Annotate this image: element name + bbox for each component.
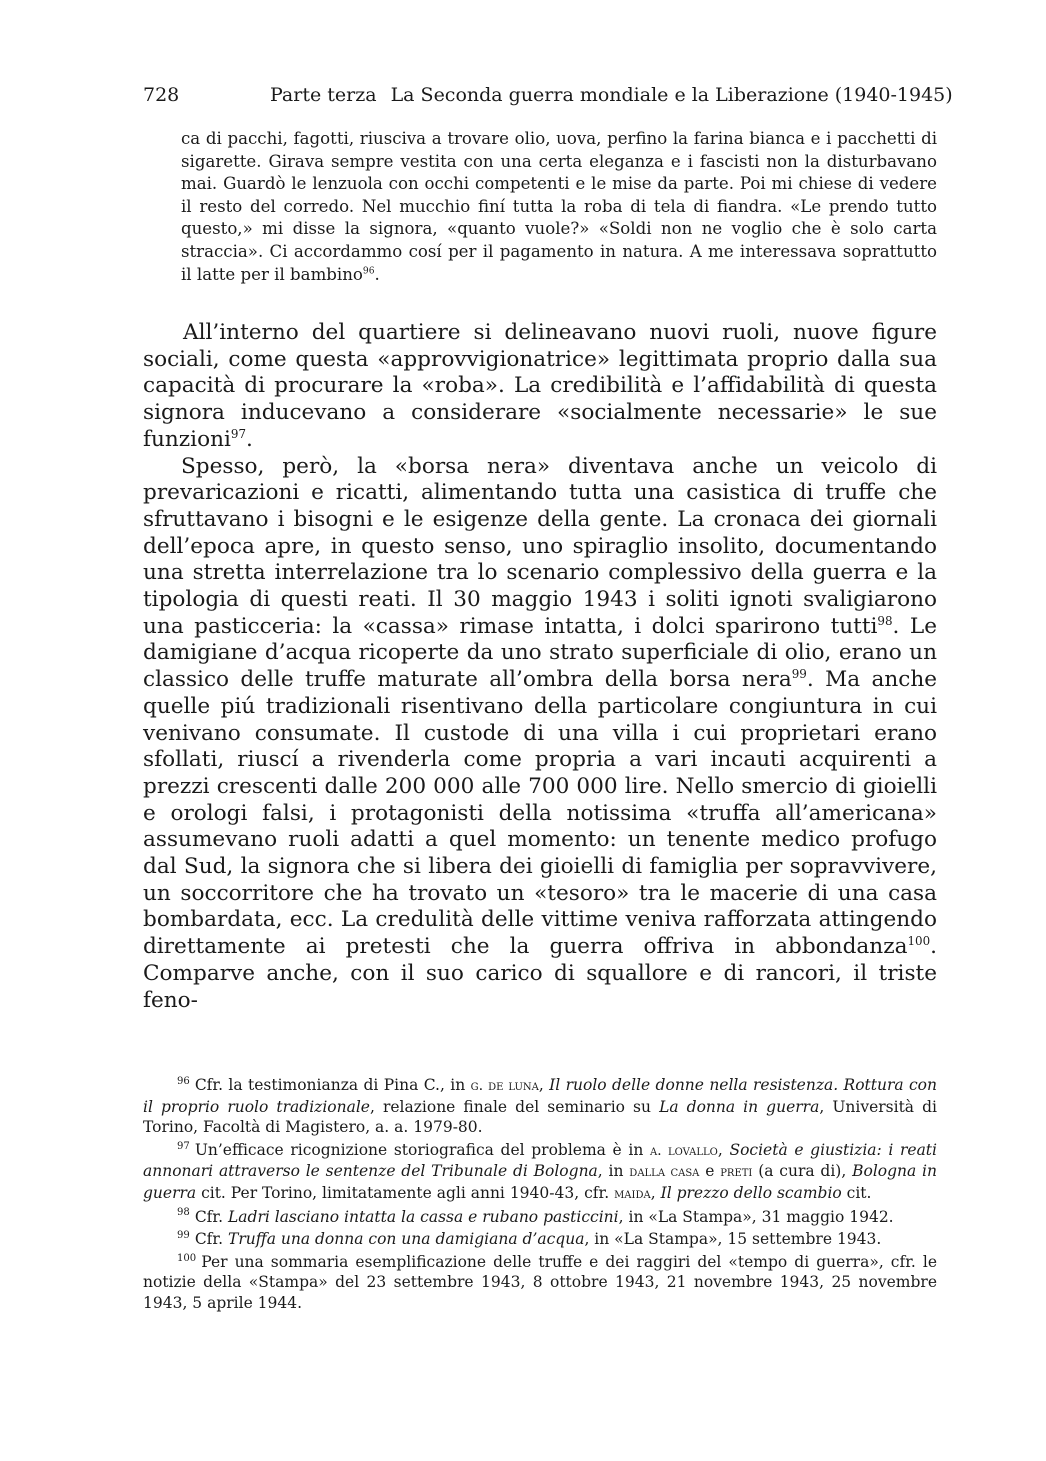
footnote-97 <box>143 1140 937 1205</box>
paragraph-2-text-d: . Comparve anche, con il suo carico di squallore e di rancori, il triste feno- <box>143 934 937 1013</box>
paragraph-1-text: All’interno del quartiere si delineavano nuovi ruoli, nuove figure sociali, come questa «approvvigionatrice» legittimata proprio dalla sua capacità di procurare la «roba». La credibilità e l’affidabilità di questa signora inducevano a considerare «socialmente necessarie» le sue funzioni <box>143 320 937 452</box>
footnote-ref-99: 99 <box>791 666 807 681</box>
footnote-number: 99 <box>177 1230 190 1241</box>
author-name: preti <box>720 1164 753 1181</box>
paragraph-1 <box>143 320 937 454</box>
footnote-text: , Università di Torino, Facoltà di Magistero, a. a. 1979-80. <box>143 1097 937 1137</box>
footnote-number: 96 <box>177 1075 190 1087</box>
footnote-99 <box>143 1229 937 1250</box>
header-title-line <box>270 82 953 108</box>
footnote-number: 100 <box>177 1252 197 1264</box>
footnote-96 <box>143 1075 937 1138</box>
footnote-number: 97 <box>177 1140 190 1152</box>
quote-end: . <box>374 264 380 284</box>
footnote-text: , in «La Stampa», 31 maggio 1942. <box>618 1207 894 1226</box>
footnote-ref-98: 98 <box>877 613 893 628</box>
footnote-text: , in <box>597 1162 630 1181</box>
footnote-text: Per una sommaria esemplificazione delle truffe e dei raggiri del «tempo di guerra», cfr. le notizie della «Stampa» del 23 settembre 1943, 8 ottobre 1943, 21 novembre 1943, 25 novembre 1943, 5 aprile 1944. <box>143 1252 937 1312</box>
part-label: Parte terza <box>270 84 377 106</box>
quote-paragraph <box>181 128 937 286</box>
paragraph-1-end: . <box>246 426 253 452</box>
footnote-text: Cfr. <box>194 1230 228 1249</box>
work-title: Il ruolo delle donne nella resistenza. Rottura con il proprio ruolo tradizionale <box>143 1076 938 1116</box>
footnote-text: Cfr. <box>194 1207 228 1226</box>
author-name: a. lovallo <box>649 1142 718 1159</box>
footnote-98 <box>143 1207 937 1228</box>
work-title: La donna in guerra <box>659 1097 820 1116</box>
main-text <box>143 320 937 1014</box>
work-title: Truffa una donna con una damigiana d’acqua <box>227 1230 585 1249</box>
chapter-title: La Seconda guerra mondiale e la Liberazione (1940-1945) <box>390 84 953 106</box>
paragraph-2-text-a: Spesso, però, la «borsa nera» diventava anche un veicolo di prevaricazioni e ricatti, alimentando tutta una casistica di truffe che sfruttavano i bisogni e le esigenze della gente. La cronaca dei giornali dell’epoca apre, in questo senso, uno spiraglio insolito, documentando una stretta interrelazione tra lo scenario complessivo della guerra e la tipologia di questi reati. Il 30 maggio 1943 i soliti ignoti svaligiarono una pasticceria: la «cassa» rimase intatta, i dolci sparirono tutti <box>143 453 937 639</box>
footnotes <box>143 1075 937 1316</box>
paragraph-2 <box>143 454 937 1015</box>
author-name: maida <box>614 1185 651 1202</box>
page-number: 728 <box>143 84 180 106</box>
footnote-text: cit. Per Torino, limitatamente agli anni 1940-43, cfr. <box>196 1183 615 1202</box>
footnote-text: , relazione finale del seminario su <box>369 1097 660 1116</box>
footnote-ref-97: 97 <box>230 426 247 441</box>
footnote-text: (a cura di), <box>752 1162 853 1181</box>
footnote-text: cit. <box>841 1183 872 1202</box>
footnote-text: , <box>650 1183 661 1202</box>
work-title: Bologna in guerra <box>143 1162 938 1202</box>
author-name: g. de luna <box>470 1078 539 1094</box>
footnote-text: e <box>699 1162 721 1181</box>
footnote-ref-96: 96 <box>362 266 375 277</box>
paragraph-2-text-b: . Le damigiane d’acqua ricoperte da uno strato superficiale di olio, erano un classico delle truffe maturate all’ombra della borsa nera <box>143 613 937 693</box>
footnote-text: Cfr. la testimonianza di Pina C., in <box>194 1076 471 1094</box>
footnote-text: , in «La Stampa», 15 settembre 1943. <box>584 1230 882 1249</box>
work-title: Il prezzo dello scambio <box>660 1183 842 1202</box>
footnote-text: , <box>538 1076 550 1094</box>
footnote-ref-100: 100 <box>907 933 931 948</box>
work-title: Ladri lasciano intatta la cassa e rubano pasticcini <box>227 1207 619 1226</box>
footnote-number: 98 <box>177 1207 190 1219</box>
quote-text: ca di pacchi, fagotti, riusciva a trovare olio, uova, perfino la farina bianca e i pacchetti di sigarette. Girava sempre vestita con una certa eleganza e i fascisti non la disturbavano mai. Guardò le lenzuola con occhi competenti e le mise da parte. Poi mi chiese di vedere il resto del corredo. Nel mucchio finí tutta la roba di tela di fiandra. «Le prendo tutto questo,» mi disse la signora, «quanto vuole?» «Soldi non ne voglio che è solo carta straccia». Ci accordammo cosí per il pagamento in natura. A me interessava soprattutto il latte per il bambino <box>181 129 937 284</box>
author-name: dalla casa <box>629 1164 700 1181</box>
footnote-text: , <box>717 1140 730 1159</box>
footnote-text: Un’efficace ricognizione storiografica del problema è in <box>194 1140 650 1159</box>
paragraph-2-text-c: . Ma anche quelle piú tradizionali risentivano della particolare congiuntura in cui venivano consumate. Il custode di una villa i cui proprietari erano sfollati, riuscí a rivenderla come propria a vari incauti acquirenti a prezzi crescenti dalle 200 000 alle 700 000 lire. Nello smercio di gioielli e orologi falsi, i protagonisti della notissima «truffa all’americana» assumevano ruoli adatti a quel momento: un tenente medico profugo dal Sud, la signora che si libera dei gioielli di famiglia per sopravvivere, un soccorritore che ha trovato un «tesoro» tra le macerie di una casa bombardata, ecc. La credulità delle vittime veniva rafforzata attingendo direttamente ai pretesti che la guerra offriva in abbondanza <box>143 667 938 960</box>
quoted-testimony <box>181 128 937 286</box>
work-title: Società e giustizia: i reati annonari attraverso le sentenze del Tribunale di Bologna <box>143 1140 937 1181</box>
footnote-100 <box>143 1252 937 1314</box>
